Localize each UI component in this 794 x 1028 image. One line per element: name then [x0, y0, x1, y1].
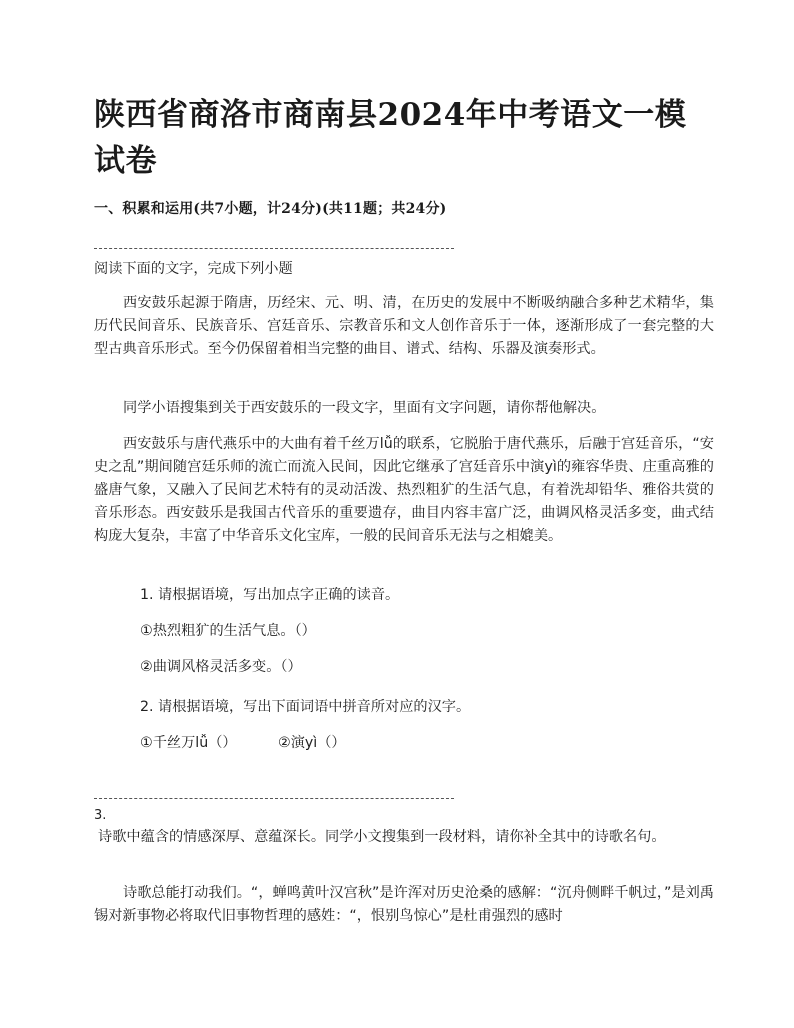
question-1-prompt: 1. 请根据语境，写出加点字正确的读音。 — [140, 587, 400, 603]
passage-paragraph-1: 西安鼓乐起源于隋唐，历经宋、元、明、清，在历史的发展中不断吸纳融合多种艺术精华，集历代民间音乐、民族音乐、宫廷音乐、宗教音乐和文人创作音乐于一体，逐渐形成了一套完整的大型古典音乐形式。至今仍保留着相当完整的曲目、谱式、结构、乐器及演奏形式。 — [94, 295, 714, 357]
question-2-item-1: ①千丝万lǚ（） — [140, 735, 237, 751]
question-3-number: 3. — [94, 808, 107, 823]
question-2-item-2: ②演yì（） — [278, 735, 346, 751]
dashed-divider — [94, 248, 454, 249]
question-2-prompt: 2. 请根据语境，写出下面词语中拼音所对应的汉字。 — [140, 699, 471, 715]
reading-instruction: 阅读下面的文字，完成下列小题 — [94, 261, 293, 277]
question-1-item-1: ①热烈粗犷的生活气息。（） — [140, 623, 316, 639]
passage-paragraph-2: 同学小语搜集到关于西安鼓乐的一段文字，里面有文字问题，请你帮他解决。 — [123, 400, 606, 416]
question-3-paragraph: 诗歌总能打动我们。“，蝉鸣黄叶汉宫秋”是许浑对历史沧桑的感解：“沉舟侧畔千帆过，”是刘禹锡对新事物必将取代旧事物哲理的感姓：“，恨别鸟惊心”是杜甫强烈的感时 — [94, 885, 714, 924]
section-heading: 一、积累和运用(共7小题，计24分)(共11题；共24分) — [94, 201, 447, 217]
question-3-prompt: 诗歌中蕴含的情感深厚、意蕴深长。同学小文搜集到一段材料，请你补全其中的诗歌名句。 — [98, 829, 666, 845]
page-title: 陕西省商洛市商南县2024年中考语文一模试卷 — [94, 97, 687, 179]
question-1-item-2: ②曲调风格灵活多变。（） — [140, 659, 302, 675]
passage-paragraph-3: 西安鼓乐与唐代燕乐中的大曲有着千丝万lǚ的联系，它脱胎于唐代燕乐，后融于宫廷音乐，“安史之乱”期间随宫廷乐师的流亡而流入民间，因此它继承了宫廷音乐中演yì的雍容华贵、庄重高雅的盛唐气象，又融入了民间艺术特有的灵动活泼、热烈粗犷的生活气息，有着洗却铅华、雅俗共赏的音乐形态。西安鼓乐是我国古代音乐的重要遗存，曲目内容丰富广泛，曲调风格灵活多变，曲式结构庞大复杂，丰富了中华音乐文化宝库，一般的民间音乐无法与之相媲美。 — [94, 436, 714, 544]
dashed-divider — [94, 798, 454, 799]
